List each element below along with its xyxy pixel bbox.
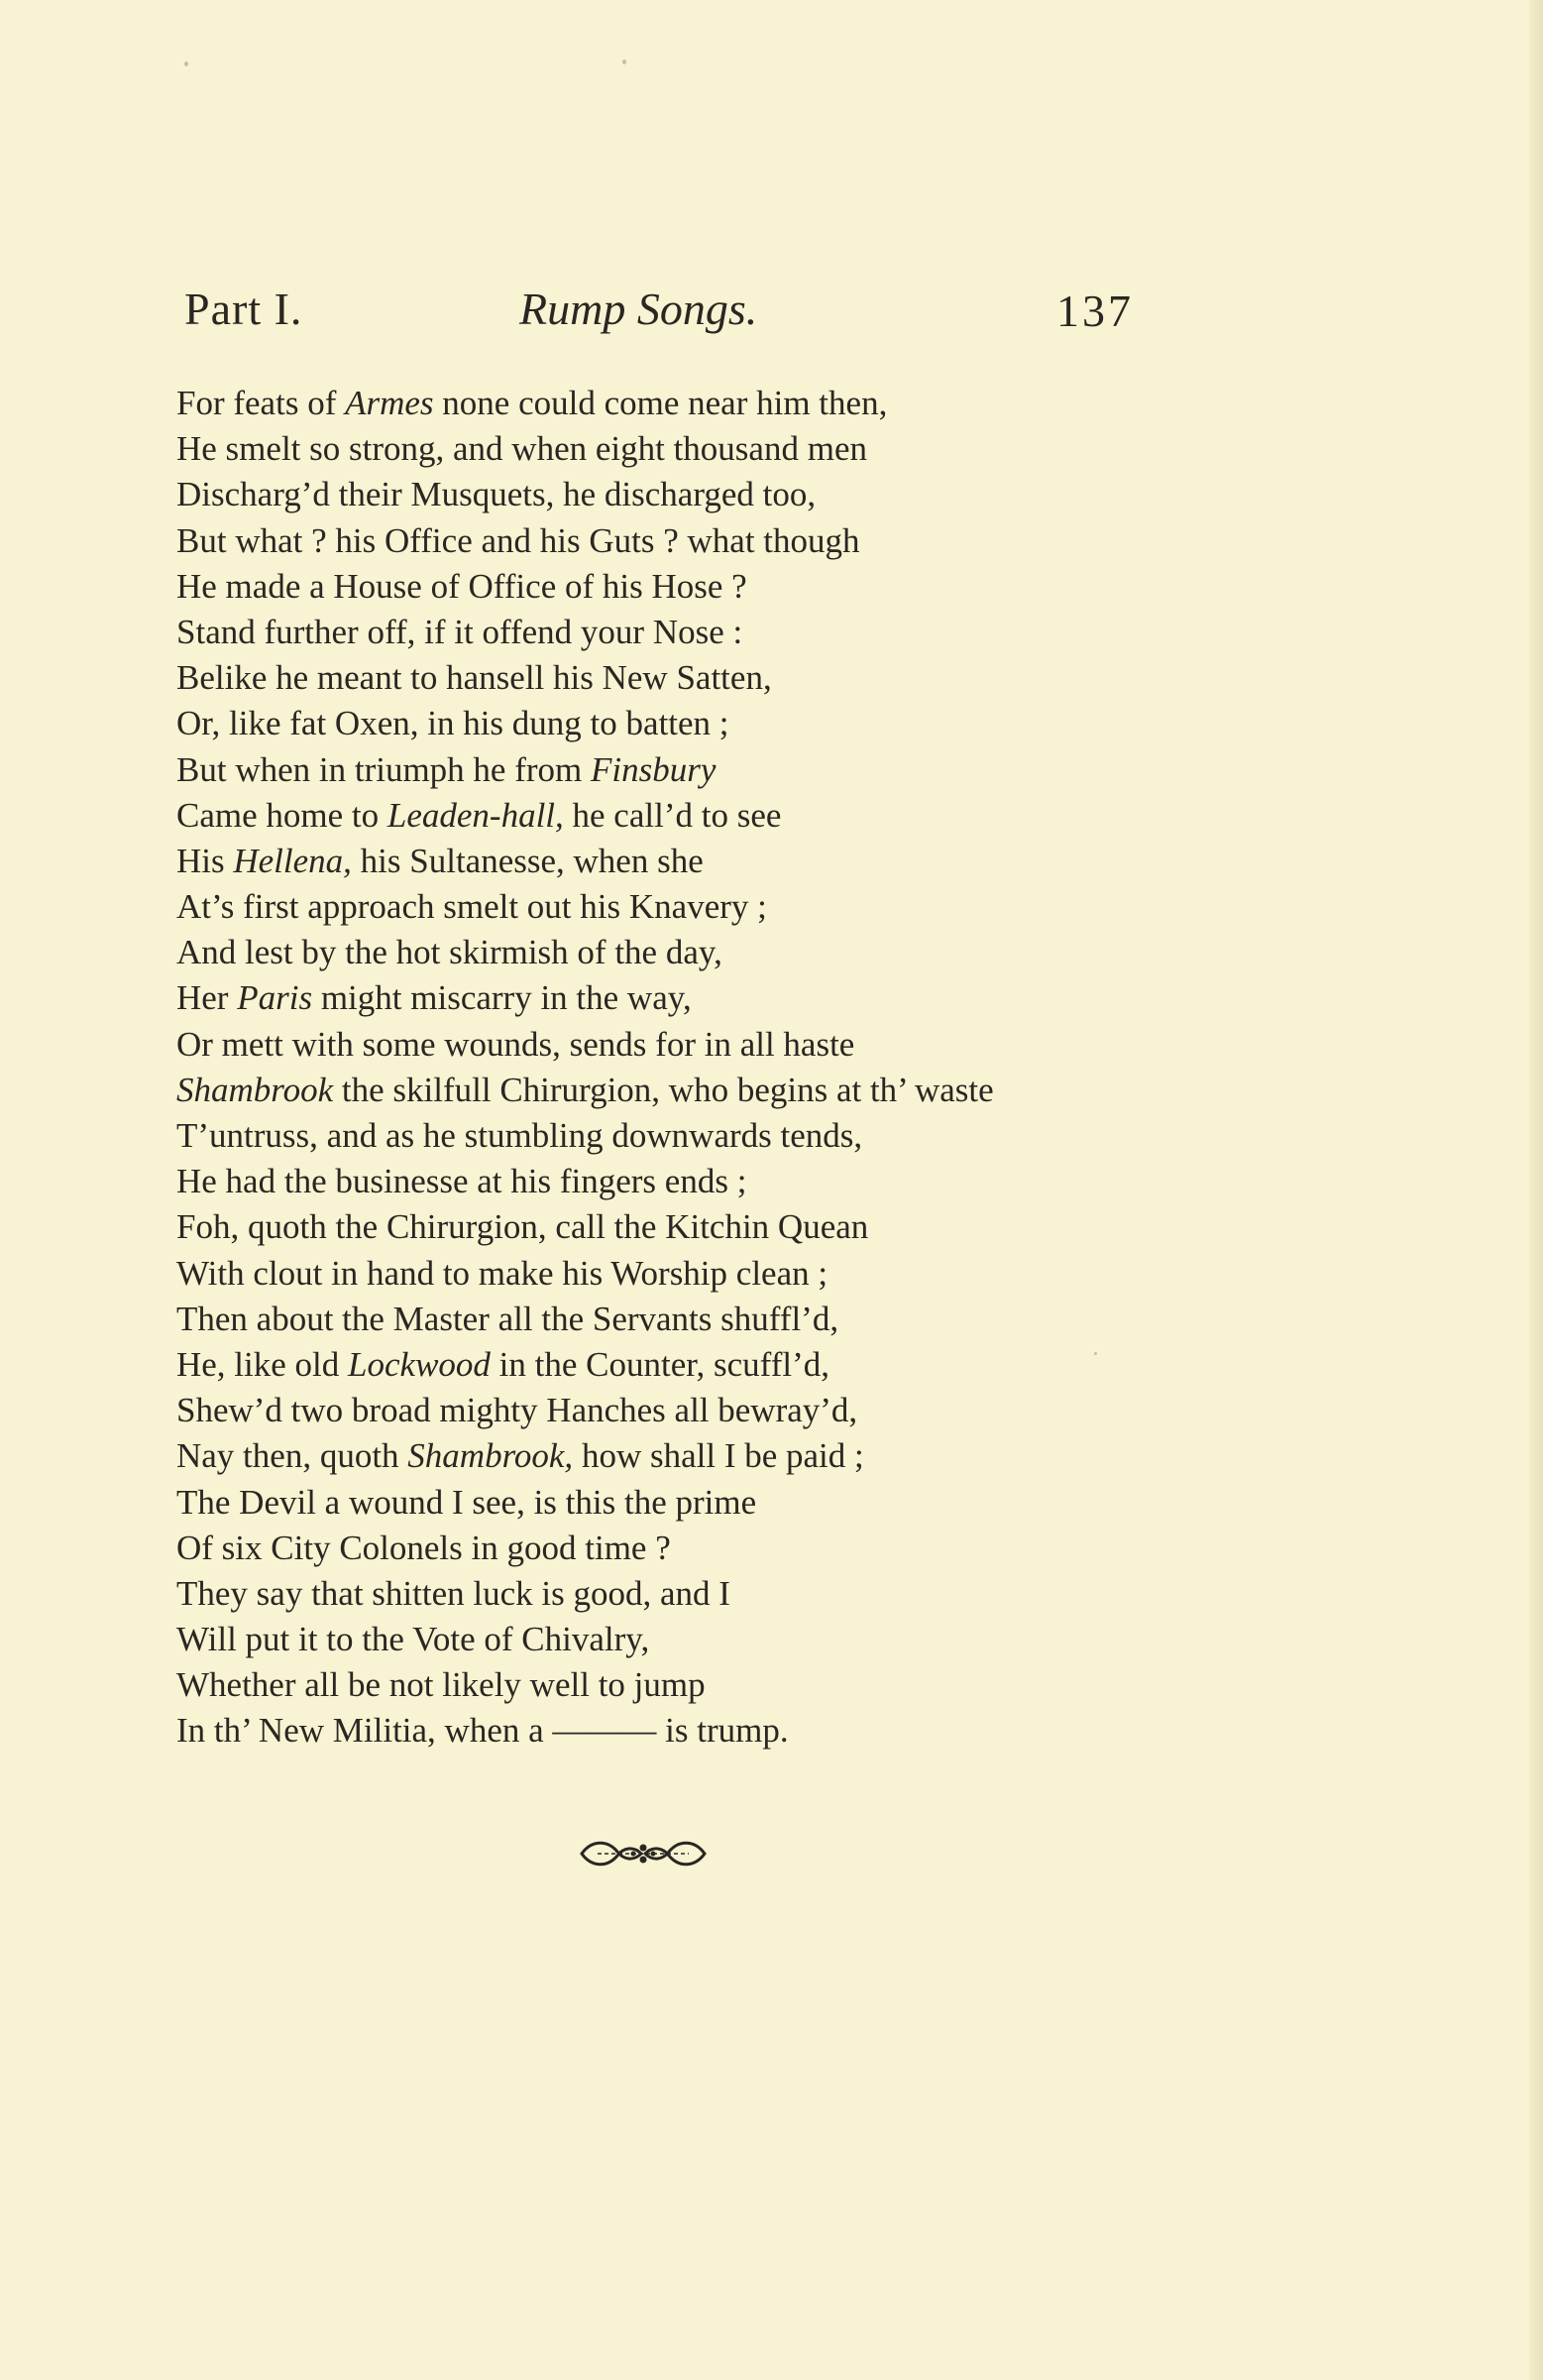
poem-line [176,518,1167,564]
poem-line [176,1159,1167,1204]
poem-line [176,1708,1167,1754]
poem-line [176,1617,1167,1662]
poem-text: Came home to [176,795,387,835]
poem-line [176,975,1167,1021]
poem-line [176,884,1167,930]
poem-text: Then about the Master all the Servants shuffl’d, [176,1299,839,1338]
running-title: Rump Songs. [519,283,758,334]
poem-text: But when in triumph he from [176,749,592,789]
poem-text: Foh, quoth the Chirurgion, call the Kitchin Quean [176,1207,869,1247]
poem-italic-text: Armes [345,384,434,422]
poem-text: Of six City Colonels in good time ? [176,1528,671,1567]
poem-text: none could come near him then, [433,384,888,422]
poem-text: in the Counter, scuffl’d, [490,1344,829,1384]
poem-line [176,1433,1167,1479]
poem-italic-text: Paris [237,978,313,1018]
poem-text: And lest by the hot skirmish of the day, [176,933,722,972]
fleuron-ornament-icon [578,1836,709,1871]
poem-line [176,1204,1167,1250]
poem-text: T’untruss, and as he stumbling downwards tends, [176,1116,863,1155]
poem-text: Belike he meant to hansell his New Satten, [176,658,772,698]
poem-text: Nay then, quoth [176,1436,408,1476]
poem-line [176,610,1167,655]
poem-line [176,564,1167,610]
poem-line [176,747,1167,793]
page-number: 137 [1056,285,1134,336]
poem-body [176,381,1167,1755]
poem-line [176,1480,1167,1526]
poem-line [176,1022,1167,1068]
poem-text: Whether all be not likely well to jump [176,1665,706,1705]
poem-italic-text: Hellena, [233,841,352,880]
poem-line [176,1662,1167,1708]
running-header [0,283,1543,362]
poem-line [176,655,1167,701]
poem-text: He, like old [176,1344,349,1384]
poem-text: how shall I be paid ; [573,1436,864,1476]
poem-text: The Devil a wound I see, is this the prime [176,1482,757,1522]
poem-italic-text: Leaden-hall, [386,795,564,835]
poem-text: At’s first approach smelt out his Knavery ; [176,887,767,927]
poem-line [176,839,1167,884]
part-label: Part I. [184,283,303,334]
poem-line [176,930,1167,975]
poem-line [176,1251,1167,1297]
poem-line [176,1068,1167,1113]
poem-text: He made a House of Office of his Hose ? [176,566,747,606]
paper-speck [622,59,626,64]
poem-text: With clout in hand to make his Worship clean ; [176,1253,828,1293]
poem-text: He had the businesse at his fingers ends ; [176,1162,747,1201]
poem-text: Discharg’d their Musquets, he discharged too, [176,475,817,514]
poem-text: Shew’d two broad mighty Hanches all bewray’d, [176,1391,858,1430]
poem-line [176,1342,1167,1388]
poem-text: In th’ New Militia, when a ——— is trump. [176,1711,789,1751]
poem-text: His [176,841,234,880]
poem-line [176,793,1167,839]
poem-line [176,1571,1167,1617]
poem-text: he call’d to see [563,795,782,835]
poem-line [176,1388,1167,1433]
poem-text: Or mett with some wounds, sends for in all haste [176,1024,855,1064]
poem-text: Will put it to the Vote of Chivalry, [176,1620,650,1659]
poem-text: They say that shitten luck is good, and I [176,1573,730,1613]
poem-italic-text: Finsbury [591,749,716,789]
poem-line [176,426,1167,472]
poem-line [176,472,1167,517]
poem-line [176,1297,1167,1342]
poem-text: the skilfull Chirurgion, who begins at th’ waste [333,1070,994,1109]
poem-line [176,1113,1167,1159]
poem-italic-text: Shambrook [176,1070,334,1109]
poem-text: Her [176,978,238,1018]
poem-line [176,701,1167,746]
poem-text: his Sultanesse, when she [351,841,704,880]
poem-text: Stand further off, if it offend your Nose : [176,612,743,651]
poem-text: He smelt so strong, and when eight thousand men [176,429,867,469]
poem-text: Or, like fat Oxen, in his dung to batten ; [176,704,729,743]
poem-italic-text: Shambrook, [407,1436,574,1476]
poem-italic-text: Lockwood [348,1344,491,1384]
poem-text: might miscarry in the way, [312,978,692,1018]
poem-text: But what ? his Office and his Guts ? what though [176,520,860,560]
poem-text: For feats of [176,384,346,422]
paper-speck [184,61,188,66]
poem-line [176,381,1167,426]
poem-line [176,1526,1167,1571]
